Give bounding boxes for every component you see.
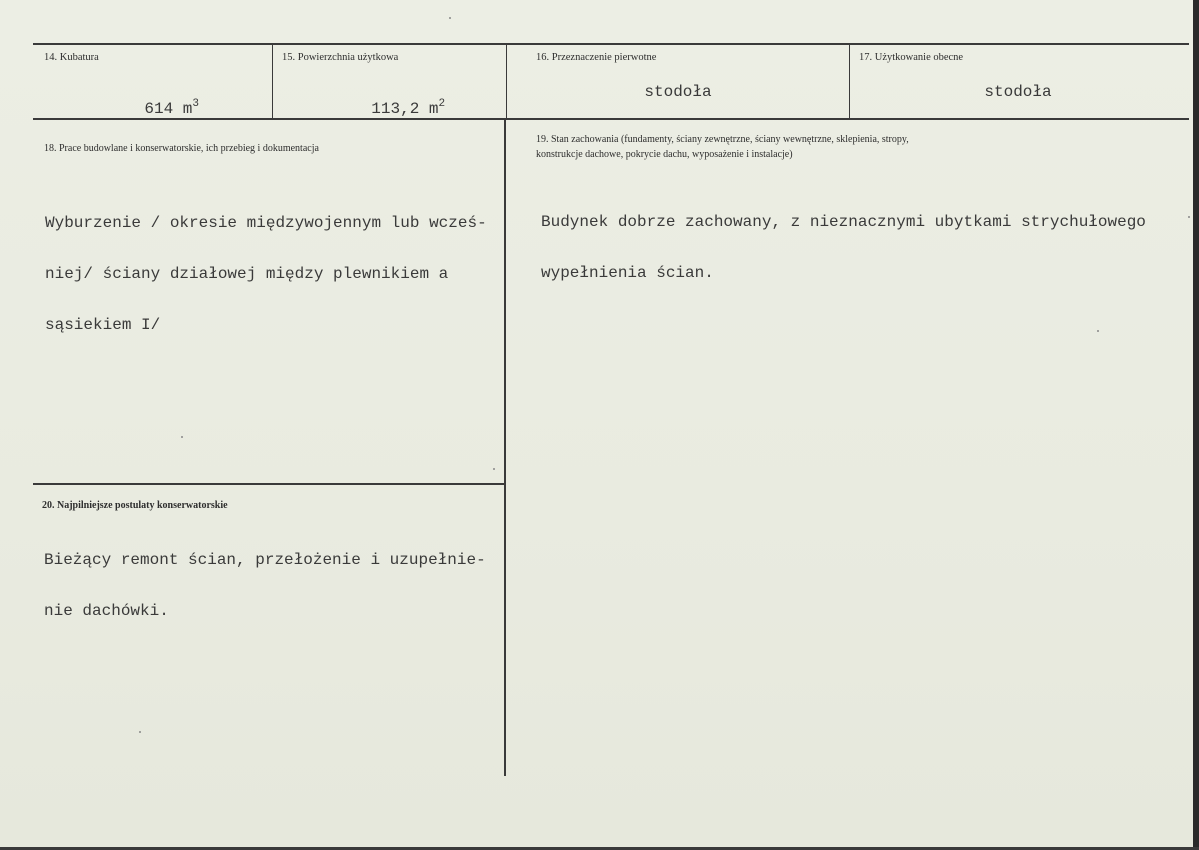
field-15-value bbox=[276, 84, 502, 135]
field-14-unit-exponent: 3 bbox=[192, 98, 200, 110]
field-19-text bbox=[541, 180, 1146, 316]
divider-16-17 bbox=[849, 45, 850, 118]
field-17-label: 17. Użytkowanie obecne bbox=[859, 52, 964, 63]
paper-speck bbox=[181, 436, 183, 438]
field-19-label-line-1: 19. Stan zachowania (fundamenty, ściany zewnętrzne, ściany wewnętrzne, sklepienia, stropy, bbox=[536, 134, 909, 145]
field-15-label: 15. Powierzchnia użytkowa bbox=[282, 52, 399, 63]
field-19-line-2: wypełnienia ścian. bbox=[541, 264, 714, 282]
main-vertical-divider bbox=[504, 120, 506, 776]
field-18-line-3: sąsiekiem I/ bbox=[45, 316, 161, 334]
field-15-value-text: 113,2 m bbox=[371, 100, 439, 118]
divider-14-15 bbox=[272, 45, 273, 118]
field-14-label: 14. Kubatura bbox=[44, 52, 99, 63]
field-16-value: stodoła bbox=[644, 83, 712, 101]
field-16-label: 16. Przeznaczenie pierwotne bbox=[536, 52, 657, 63]
field-15-unit-exponent: 2 bbox=[438, 98, 446, 110]
field-20-label: 20. Najpilniejsze postulaty konserwatorskie bbox=[42, 500, 228, 511]
left-bottom-divider-line bbox=[33, 483, 505, 485]
field-20-line-2: nie dachówki. bbox=[44, 602, 169, 620]
field-18-line-1: Wyburzenie / okresie międzywojennym lub wcześ- bbox=[45, 214, 487, 232]
field-19-line-1: Budynek dobrze zachowany, z nieznacznymi ubytkami strychułowego bbox=[541, 213, 1146, 231]
paper-speck bbox=[139, 731, 141, 733]
divider-15-16 bbox=[506, 45, 507, 118]
field-14-value-text: 614 m bbox=[144, 100, 193, 118]
top-border-line bbox=[33, 43, 1189, 45]
paper-speck bbox=[449, 17, 451, 19]
field-17-value: stodoła bbox=[984, 83, 1052, 101]
scan-edge-right bbox=[1193, 0, 1199, 850]
paper-speck bbox=[1097, 330, 1099, 332]
field-18-label: 18. Prace budowlane i konserwatorskie, ich przebieg i dokumentacja bbox=[44, 143, 319, 154]
field-20-text bbox=[44, 518, 486, 654]
field-19-label-line-2: konstrukcje dachowe, pokrycie dachu, wyposażenie i instalacje) bbox=[536, 149, 793, 160]
field-18-line-2: niej/ ściany działowej między plewnikiem a bbox=[45, 265, 449, 283]
field-20-line-1: Bieżący remont ścian, przełożenie i uzupełnie- bbox=[44, 551, 486, 569]
field-18-text bbox=[45, 181, 487, 368]
paper-speck bbox=[493, 468, 495, 470]
field-14-value bbox=[40, 84, 265, 135]
paper-speck bbox=[1188, 216, 1190, 218]
